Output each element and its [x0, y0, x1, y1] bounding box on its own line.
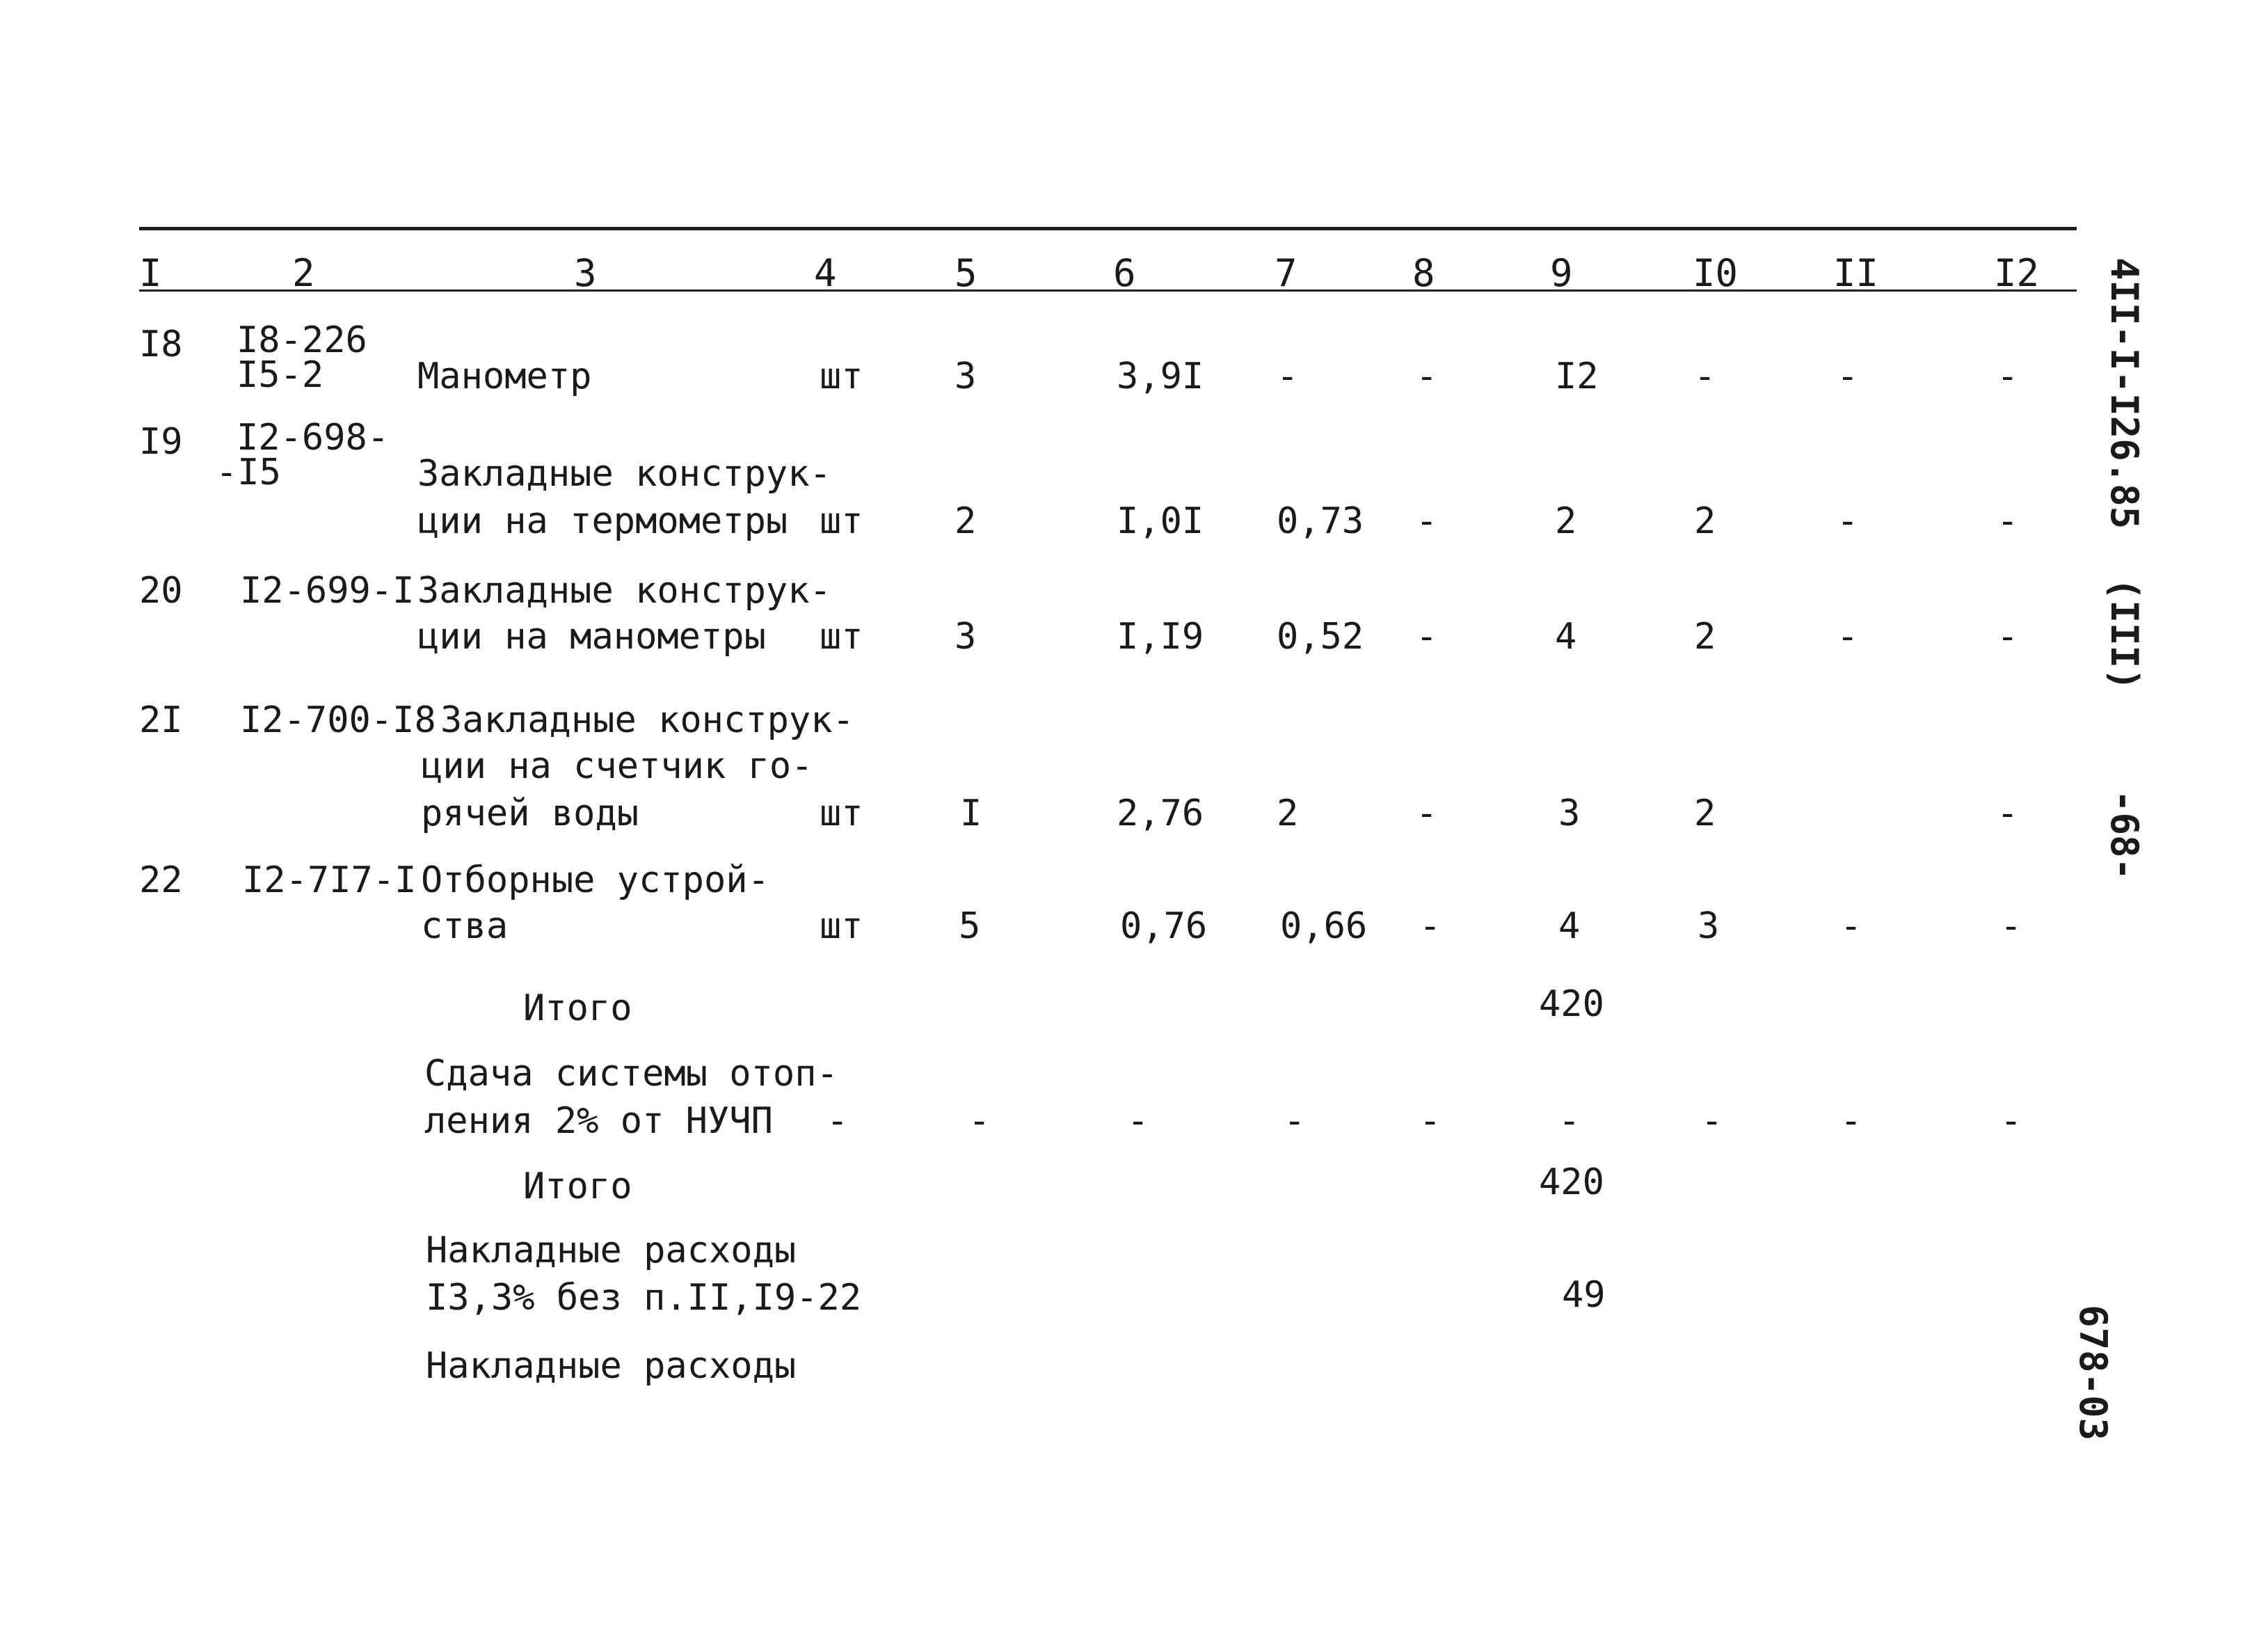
total-label: Итого	[523, 1166, 632, 1207]
total-value: 420	[1539, 1161, 1604, 1203]
column-header: 5	[955, 251, 977, 295]
cell-col11: -	[1837, 500, 1859, 542]
cell-col8: -	[1419, 905, 1442, 947]
cell-col11: -	[1837, 356, 1859, 397]
cell-col7: 0,66	[1280, 905, 1368, 947]
cell-col7: 2	[1277, 793, 1299, 834]
row-code: -I5	[216, 452, 281, 493]
overhead-label: Накладные расходы	[426, 1345, 797, 1387]
cell-col12: -	[1997, 356, 2019, 397]
row-name: Манометр	[417, 356, 592, 397]
row-name: Закладные конструк-	[417, 453, 831, 495]
cell-col5: 3	[955, 356, 977, 397]
cell-col10: 2	[1694, 616, 1716, 658]
row-unit: шт	[820, 905, 863, 947]
row-number: I9	[139, 421, 183, 463]
row-unit: шт	[820, 616, 863, 658]
row-code: I2-7I7-I	[242, 859, 417, 901]
column-header: 7	[1275, 251, 1297, 295]
cell-col8: -	[1416, 500, 1438, 542]
cell-col6: 2,76	[1117, 793, 1204, 834]
cell-col6: I,I9	[1117, 616, 1204, 658]
handover-label: Сдача системы отоп-	[424, 1053, 838, 1095]
row-unit: шт	[820, 500, 863, 542]
overhead-label: Накладные расходы	[426, 1230, 797, 1271]
total-value: 420	[1539, 983, 1604, 1025]
overhead-label: I3,3% без п.II,I9-22	[426, 1277, 862, 1319]
row-code: I5-2	[237, 354, 324, 396]
column-header: 2	[292, 251, 315, 295]
cell-col8: -	[1416, 793, 1438, 834]
column-header: I2	[1994, 251, 2040, 295]
row-code: I2-699-I	[240, 570, 415, 612]
cell-col6: 0,76	[1120, 905, 1208, 947]
cell-col12: -	[1997, 793, 2019, 834]
handover-dash: -	[1701, 1100, 1723, 1142]
cell-col11: -	[1837, 616, 1859, 658]
column-header: 3	[574, 251, 597, 295]
row-number: I8	[139, 324, 183, 365]
document-code: 4II-I-I26.85	[2102, 257, 2146, 530]
cell-col5: I	[960, 793, 982, 834]
handover-dash: -	[826, 1100, 849, 1142]
cell-col5: 3	[955, 616, 977, 658]
page-number: -68-	[2102, 790, 2146, 881]
cell-col9: 2	[1555, 500, 1577, 542]
cell-col7: 0,73	[1277, 500, 1364, 542]
header-underline	[139, 289, 2077, 292]
row-code: I2-700-I8	[240, 699, 436, 741]
row-code: I8-226	[237, 319, 367, 361]
cell-col6: I,0I	[1117, 500, 1204, 542]
cell-col10: 3	[1698, 905, 1720, 947]
cell-col12: -	[1997, 500, 2019, 542]
handover-label: ления 2% от НУЧП	[424, 1100, 773, 1142]
handover-dash: -	[1419, 1100, 1442, 1142]
row-name: ции на счетчик го-	[421, 745, 813, 787]
row-name: Закладные конструк-	[417, 570, 831, 612]
row-name: ции на термометры	[417, 500, 788, 542]
handover-dash: -	[968, 1100, 991, 1142]
overhead-value: 49	[1562, 1274, 1606, 1316]
row-number: 2I	[139, 699, 183, 741]
handover-dash: -	[1840, 1100, 1862, 1142]
cell-col9: 3	[1558, 793, 1581, 834]
row-name: Отборные устрой-	[421, 859, 769, 901]
column-header: I	[139, 251, 162, 295]
top-rule	[139, 227, 2077, 230]
cell-col8: -	[1416, 616, 1438, 658]
cell-col7: 0,52	[1277, 616, 1364, 658]
sheet-number: 678-03	[2071, 1305, 2115, 1441]
column-header: 8	[1412, 251, 1435, 295]
column-header: II	[1833, 251, 1879, 295]
handover-dash: -	[1127, 1100, 1149, 1142]
row-name: рячей воды	[421, 793, 639, 834]
cell-col12: -	[2000, 905, 2022, 947]
handover-dash: -	[2000, 1100, 2022, 1142]
handover-dash: -	[1558, 1100, 1581, 1142]
row-name: ции на манометры	[417, 616, 766, 658]
cell-col9: I2	[1555, 356, 1599, 397]
row-code: I2-698-	[237, 417, 390, 459]
cell-col11: -	[1840, 905, 1862, 947]
cell-col7: -	[1277, 356, 1299, 397]
cell-col9: 4	[1555, 616, 1577, 658]
cell-col5: 2	[955, 500, 977, 542]
column-header: I0	[1693, 251, 1739, 295]
cell-col6: 3,9I	[1117, 356, 1204, 397]
cell-col9: 4	[1558, 905, 1581, 947]
column-header: 4	[814, 251, 837, 295]
row-unit: шт	[820, 356, 863, 397]
cell-col12: -	[1997, 616, 2019, 658]
row-name: ства	[421, 905, 509, 947]
row-number: 20	[139, 570, 183, 612]
part-number: (III)	[2102, 578, 2146, 691]
row-unit: шт	[820, 793, 863, 834]
cell-col10: 2	[1694, 500, 1716, 542]
total-label: Итого	[523, 987, 632, 1029]
cell-col5: 5	[959, 905, 981, 947]
cell-col8: -	[1416, 356, 1438, 397]
cell-col10: -	[1694, 356, 1716, 397]
cell-col10: 2	[1694, 793, 1716, 834]
column-header: 6	[1113, 251, 1136, 295]
row-name: Закладные конструк-	[440, 699, 854, 741]
handover-dash: -	[1284, 1100, 1306, 1142]
row-number: 22	[139, 859, 183, 901]
column-header: 9	[1550, 251, 1573, 295]
